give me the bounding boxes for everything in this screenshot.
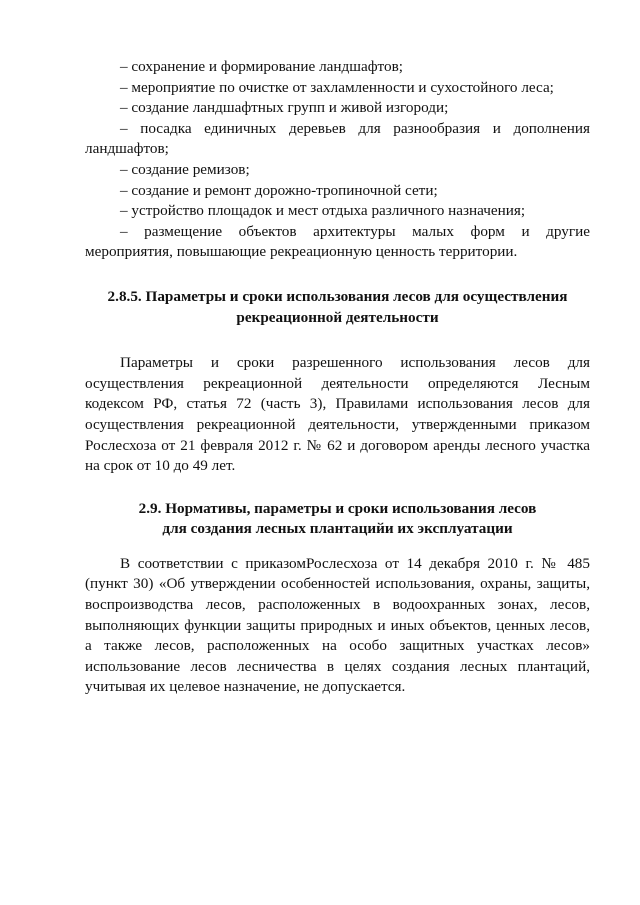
list-item: – сохранение и формирование ландшафтов;: [120, 58, 403, 75]
list-item: – устройство площадок и мест отдыха различного назначения;: [120, 202, 526, 220]
heading-line: 2.8.5. Параметры и сроки использования лесов для осуществления: [107, 287, 568, 305]
list-item: – размещение объектов архитектуры малых форм и другие мероприятия, повышающие рекреационную ценность территории.: [85, 222, 590, 261]
section-heading-2-9: [85, 499, 590, 540]
heading-line: 2.9. Нормативы, параметры и сроки использования лесов: [138, 499, 537, 517]
measures-list: [85, 57, 590, 263]
section-2-8-5-paragraph: Параметры и сроки разрешенного использования лесов для осуществления рекреационной деятельности определяются Лесным кодексом РФ, статья 72 (часть 3), Правилами использования лесов для осуществления рекреационной деятельности, утвержденными приказом Рослесхоза от 21 февраля 2012 г. № 62 и договором аренды лесного участка на срок от 10 до 49 лет.: [85, 354, 590, 475]
document-body: [85, 57, 590, 698]
list-item: – создание ремизов;: [120, 160, 250, 178]
section-heading-2-8-5: [85, 287, 590, 328]
list-item: – мероприятие по очистке от захламленности и сухостойного леса;: [120, 78, 554, 96]
heading-line: для создания лесных плантацийи их эксплуатации: [162, 520, 513, 538]
section-2-9-paragraph: В соответствии с приказомРослесхоза от 14 декабря 2010 г. № 485 (пункт 30) «Об утверждении особенностей использования, охраны, защиты, воспроизводства лесов, расположенных в водоохранных зонах, лесов, выполняющих функции защиты природных и иных объектов, ценных лесов, а также лесов, расположенных на особо защитных участках лесов» использование лесов лесничества в целях создания лесных плантаций, учитывая их целевое назначение, не допускается.: [85, 554, 590, 696]
list-item: – создание и ремонт дорожно-тропиночной сети;: [120, 181, 438, 199]
heading-line: рекреационной деятельности: [236, 308, 439, 326]
list-item: – посадка единичных деревьев для разнообразия и дополнения ландшафтов;: [85, 119, 590, 158]
list-item: – создание ландшафтных групп и живой изгороди;: [120, 99, 449, 117]
